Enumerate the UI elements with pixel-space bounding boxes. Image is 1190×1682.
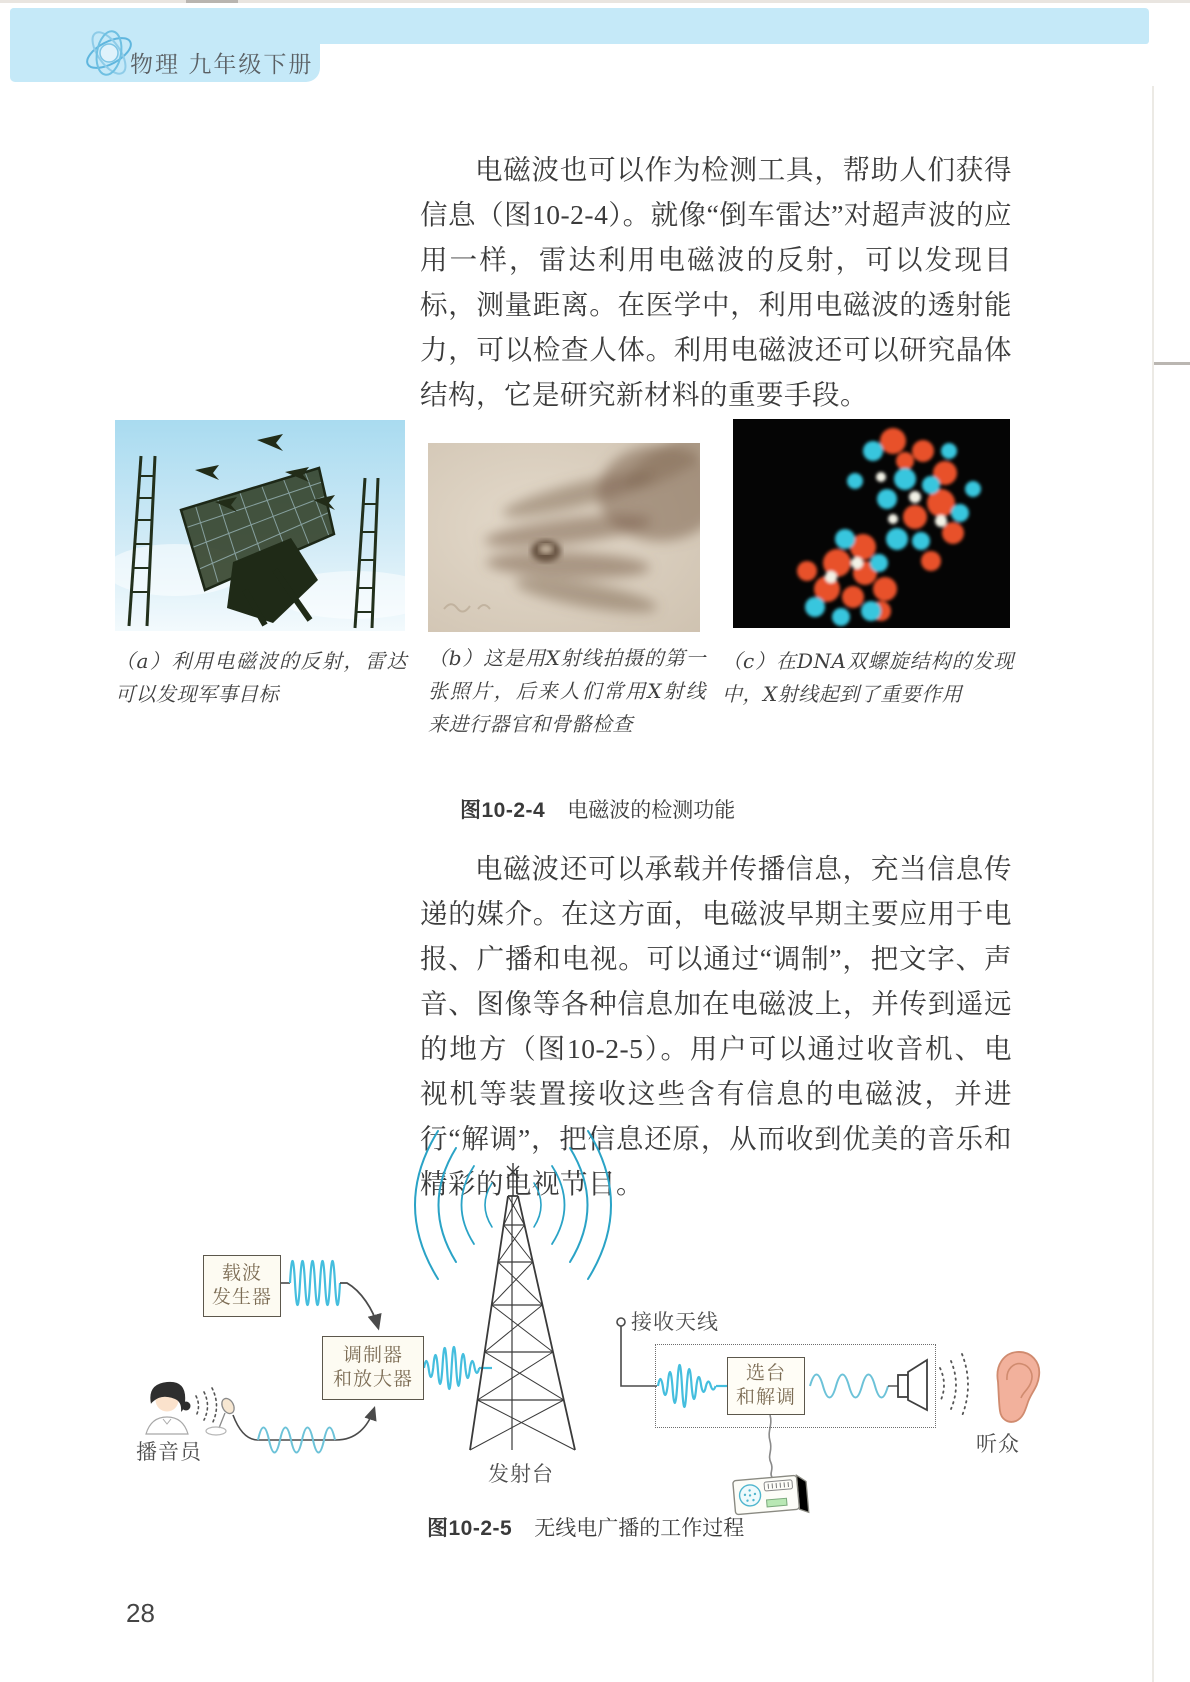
carrier-wave [290,1261,340,1305]
antenna-terminal [617,1318,625,1326]
ear-icon [997,1352,1039,1422]
radio-icon [733,1474,809,1518]
tuner-box-line2: 和解调 [735,1387,796,1408]
caption-b: （b）这是用X射线拍摄的第一张照片，后来人们常用X射线来进行器官和骨骼检查 [428,646,706,736]
tuner-demodulator-box [727,1357,805,1415]
carrier-box-line1: 载波 [221,1263,262,1284]
announcer-figure-icon [146,1382,191,1434]
microphone-icon [206,1396,237,1435]
paragraph-2: 电磁波还可以承载并传播信息，充当信息传递的媒介。在这方面，电磁波早期主要应用于电报、广播和电视。可以通过“调制”，把文字、声音、图像等各种信息加在电磁波上，并传到遥远的地方（图10-2-5）。用户可以通过收音机、电视机等装置接收这些含有信息的电磁波，并进行“解调”，把信息还原，从而收到优美的音乐和精彩的电视节目。 [420,853,1012,1199]
speech-arcs [196,1388,217,1424]
antenna-label: 接收天线 [631,1310,719,1334]
carrier-generator-box [203,1255,281,1317]
figure-10-2-5-text: 无线电广播的工作过程 [534,1517,745,1540]
page-number: 28 [126,1598,155,1628]
sound-arcs [940,1354,968,1416]
caption-c: （c）在DNA双螺旋结构的发现中，X射线起到了重要作用 [722,649,1014,706]
book-title: 物理 九年级下册 [130,51,314,77]
audience-label: 听众 [976,1432,1020,1456]
figure-10-2-4-text: 电磁波的检测功能 [567,799,736,822]
modulator-box-line1: 调制器 [342,1345,403,1366]
announcer-label: 播音员 [136,1440,202,1464]
caption-a: （a）利用电磁波的反射，雷达可以发现军事目标 [115,649,407,706]
modulator-box-line2: 和放大器 [332,1369,413,1390]
figure-10-2-4-label: 图10-2-4 [460,799,546,822]
figure-10-2-5-label: 图10-2-5 [427,1517,513,1540]
modulator-amplifier-box [322,1336,424,1400]
tuner-box-line1: 选台 [745,1363,786,1384]
transmitter-label: 发射台 [488,1462,554,1486]
carrier-box-line2: 发生器 [211,1287,272,1308]
modulated-wave-left [424,1347,479,1389]
paragraph-1: 电磁波也可以作为检测工具，帮助人们获得信息（图10-2-4）。就像“倒车雷达”对超声波的应用一样，雷达利用电磁波的反射，可以发现目标，测量距离。在医学中，利用电磁波的透射能力，可以检查人体。利用电磁波还可以研究晶体结构，它是研究新材料的重要手段。 [420,154,1012,410]
